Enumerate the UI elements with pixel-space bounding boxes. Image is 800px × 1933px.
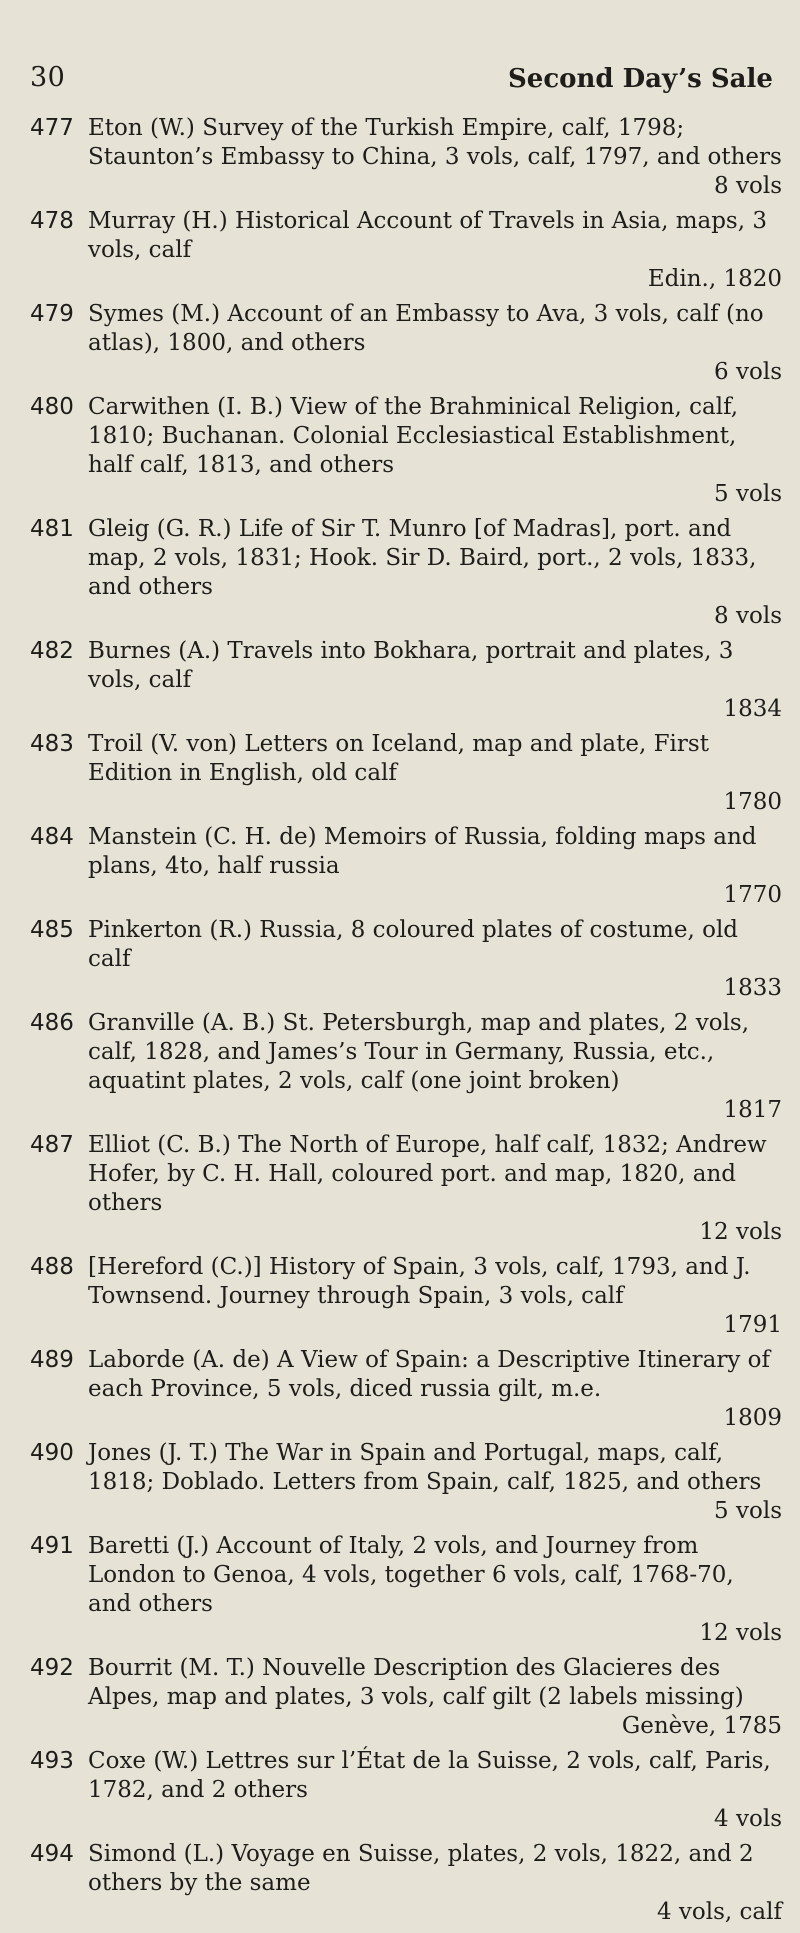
lot-entry: [30, 823, 782, 910]
lot-description: [88, 207, 782, 294]
lot-description: [88, 637, 782, 724]
lot-description: [88, 1346, 782, 1433]
lot-number: 480: [30, 394, 74, 420]
lot-description: [88, 1439, 782, 1526]
lot-description: [88, 300, 782, 387]
lot-number: 494: [30, 1841, 74, 1867]
lot-description: [88, 515, 782, 631]
lot-tail: 5 vols: [714, 481, 782, 507]
running-head: Second Day’s Sale: [508, 64, 773, 94]
lot-tail: 1817: [723, 1097, 782, 1123]
lot-text: Carwithen (I. B.) View of the Brahminical Religion, calf, 1810; Buchanan. Colonial Ecclesiastical Establishment, half calf, 1813, and others: [88, 394, 739, 478]
lot-tail: 6 vols: [714, 359, 782, 385]
lot-number: 493: [30, 1748, 74, 1774]
lot-number: 478: [30, 208, 74, 234]
lot-text: [Hereford (C.)] History of Spain, 3 vols, calf, 1793, and J. Townsend. Journey through Spain, 3 vols, calf: [88, 1254, 751, 1309]
lot-number: 485: [30, 917, 74, 943]
lot-description: [88, 1131, 782, 1247]
lot-description: [88, 1747, 782, 1834]
lot-description: [88, 1532, 782, 1648]
lot-number: 490: [30, 1440, 74, 1466]
lot-entry: [30, 1840, 782, 1927]
lot-text: Eton (W.) Survey of the Turkish Empire, calf, 1798; Staunton’s Embassy to China, 3 vols, calf, 1797, and others: [88, 115, 782, 170]
lot-entry: [30, 1009, 782, 1125]
lot-tail: 4 vols: [714, 1806, 782, 1832]
lot-description: [88, 1654, 782, 1741]
lot-description: [88, 393, 782, 509]
lot-text: Troil (V. von) Letters on Iceland, map and plate, First Edition in English, old calf: [88, 731, 709, 786]
lot-tail: 8 vols: [714, 173, 782, 199]
lot-number: 481: [30, 516, 74, 542]
lot-number: 488: [30, 1254, 74, 1280]
lot-description: [88, 114, 782, 201]
lot-list: [30, 114, 782, 1933]
lot-text: Elliot (C. B.) The North of Europe, half calf, 1832; Andrew Hofer, by C. H. Hall, coloured port. and map, 1820, and others: [88, 1132, 767, 1216]
lot-text: Jones (J. T.) The War in Spain and Portugal, maps, calf, 1818; Doblado. Letters from Spain, calf, 1825, and others: [88, 1440, 762, 1495]
lot-description: [88, 1840, 782, 1927]
lot-entry: [30, 637, 782, 724]
page-header: [30, 62, 773, 98]
lot-tail: 1834: [723, 696, 782, 722]
lot-text: Murray (H.) Historical Account of Travels in Asia, maps, 3 vols, calf: [88, 208, 767, 263]
lot-tail: 4 vols, calf: [656, 1899, 782, 1925]
lot-description: [88, 823, 782, 910]
lot-text: Simond (L.) Voyage en Suisse, plates, 2 vols, 1822, and 2 others by the same: [88, 1841, 754, 1896]
lot-number: 482: [30, 638, 74, 664]
lot-text: Symes (M.) Account of an Embassy to Ava, 3 vols, calf (no atlas), 1800, and others: [88, 301, 764, 356]
lot-text: Gleig (G. R.) Life of Sir T. Munro [of Madras], port. and map, 2 vols, 1831; Hook. Sir D. Baird, port., 2 vols, 1833, and others: [88, 516, 757, 600]
lot-entry: [30, 114, 782, 201]
lot-number: 489: [30, 1347, 74, 1373]
lot-entry: [30, 515, 782, 631]
lot-text: Pinkerton (R.) Russia, 8 coloured plates of costume, old calf: [88, 917, 739, 972]
lot-text: Burnes (A.) Travels into Bokhara, portrait and plates, 3 vols, calf: [88, 638, 734, 693]
lot-number: 487: [30, 1132, 74, 1158]
lot-text: Granville (A. B.) St. Petersburgh, map and plates, 2 vols, calf, 1828, and James’s Tour in Germany, Russia, etc., aquatint plates, 2 vols, calf (one joint broken): [88, 1010, 750, 1094]
lot-entry: [30, 1131, 782, 1247]
lot-tail: Edin., 1820: [647, 266, 782, 292]
lot-entry: [30, 730, 782, 817]
lot-tail: 1809: [723, 1405, 782, 1431]
lot-tail: 8 vols: [714, 603, 782, 629]
lot-tail: 12 vols: [699, 1620, 782, 1646]
lot-entry: [30, 1346, 782, 1433]
lot-number: 477: [30, 115, 74, 141]
lot-tail: 1791: [723, 1312, 782, 1338]
lot-entry: [30, 1747, 782, 1834]
lot-description: [88, 1253, 782, 1340]
lot-text: Manstein (C. H. de) Memoirs of Russia, folding maps and plans, 4to, half russia: [88, 824, 757, 879]
lot-tail: 1770: [723, 882, 782, 908]
lot-number: 486: [30, 1010, 74, 1036]
lot-tail: 1833: [723, 975, 782, 1001]
lot-tail: 5 vols: [714, 1498, 782, 1524]
lot-tail: Genève, 1785: [621, 1713, 782, 1739]
lot-text: Bourrit (M. T.) Nouvelle Description des Glacieres des Alpes, map and plates, 3 vols, calf gilt (2 labels missing): [88, 1655, 744, 1710]
lot-text: Coxe (W.) Lettres sur l’État de la Suisse, 2 vols, calf, Paris, 1782, and 2 others: [88, 1748, 771, 1803]
lot-number: 492: [30, 1655, 74, 1681]
lot-description: [88, 730, 782, 817]
lot-entry: [30, 1532, 782, 1648]
lot-tail: 1780: [723, 789, 782, 815]
lot-description: [88, 916, 782, 1003]
lot-text: Baretti (J.) Account of Italy, 2 vols, and Journey from London to Genoa, 4 vols, together 6 vols, calf, 1768-70, and others: [88, 1533, 734, 1617]
lot-tail: 12 vols: [699, 1219, 782, 1245]
lot-description: [88, 1009, 782, 1125]
page-number: 30: [30, 62, 66, 93]
lot-entry: [30, 393, 782, 509]
lot-entry: [30, 916, 782, 1003]
lot-number: 491: [30, 1533, 74, 1559]
lot-number: 483: [30, 731, 74, 757]
lot-entry: [30, 1253, 782, 1340]
lot-entry: [30, 300, 782, 387]
lot-number: 484: [30, 824, 74, 850]
lot-number: 479: [30, 301, 74, 327]
lot-text: Laborde (A. de) A View of Spain: a Descriptive Itinerary of each Province, 5 vols, diced russia gilt, m.e.: [88, 1347, 771, 1402]
lot-entry: [30, 1654, 782, 1741]
lot-entry: [30, 207, 782, 294]
lot-entry: [30, 1439, 782, 1526]
